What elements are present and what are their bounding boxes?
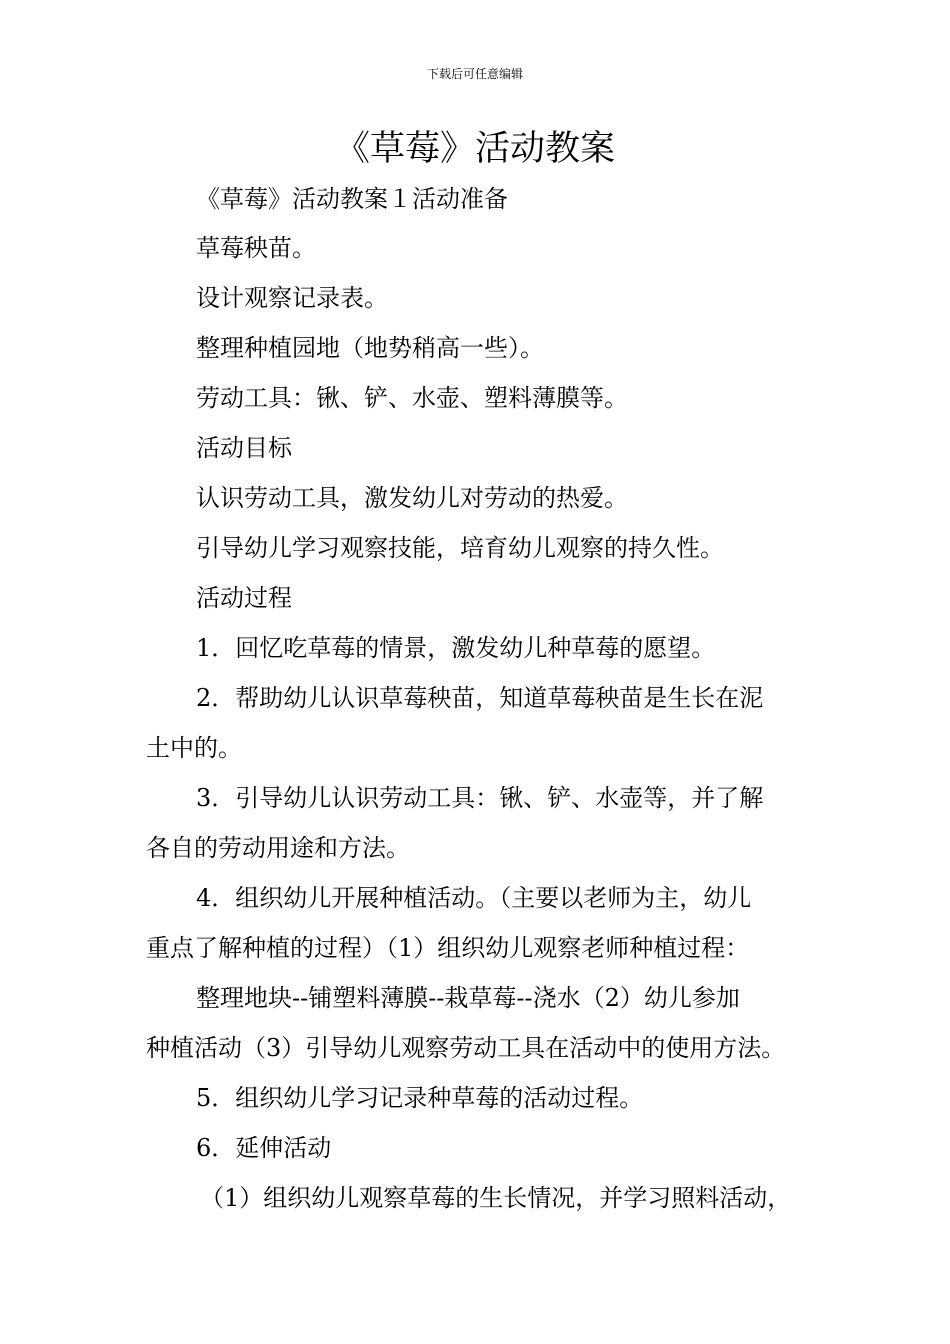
page-header-note: 下载后可任意编辑 xyxy=(426,67,523,81)
text-line: 2．帮助幼儿认识草莓秧苗，知道草莓秧苗是生长在泥 xyxy=(196,684,764,712)
text-line: 土中的。 xyxy=(146,734,242,762)
text-line: 《草莓》活动教案１活动准备 xyxy=(196,185,508,213)
text-line: 草莓秧苗。 xyxy=(196,234,316,262)
text-line: 4．组织幼儿开展种植活动。（主要以老师为主，幼儿 xyxy=(196,884,752,912)
text-line: 整理种植园地（地势稍高一些）。 xyxy=(196,334,544,362)
text-line: 5．组织幼儿学习记录种草莓的活动过程。 xyxy=(196,1084,644,1112)
section-heading: 活动目标 xyxy=(196,434,292,462)
text-line: 劳动工具：锹、铲、水壶、塑料薄膜等。 xyxy=(196,384,628,412)
text-line: 重点了解种植的过程）（1）组织幼儿观察老师种植过程： xyxy=(146,934,750,962)
text-line: 整理地块--铺塑料薄膜--栽草莓--浇水（2）幼儿参加 xyxy=(196,984,740,1012)
text-line: 1．回忆吃草莓的情景，激发幼儿种草莓的愿望。 xyxy=(196,634,716,662)
text-line: 设计观察记录表。 xyxy=(196,284,388,312)
document-title: 《草莓》活动教案 xyxy=(334,129,615,169)
text-line: （1）组织幼儿观察草莓的生长情况，并学习照料活动， xyxy=(200,1184,792,1212)
text-line: 各自的劳动用途和方法。 xyxy=(146,834,410,862)
text-line: 认识劳动工具，激发幼儿对劳动的热爱。 xyxy=(196,484,628,512)
text-line: 3．引导幼儿认识劳动工具：锹、铲、水壶等，并了解 xyxy=(196,784,764,812)
section-heading: 活动过程 xyxy=(196,584,292,612)
text-line: 6．延伸活动 xyxy=(196,1134,332,1162)
text-line: 种植活动（3）引导幼儿观察劳动工具在活动中的使用方法。 xyxy=(146,1034,786,1062)
text-line: 引导幼儿学习观察技能，培育幼儿观察的持久性。 xyxy=(196,534,724,562)
